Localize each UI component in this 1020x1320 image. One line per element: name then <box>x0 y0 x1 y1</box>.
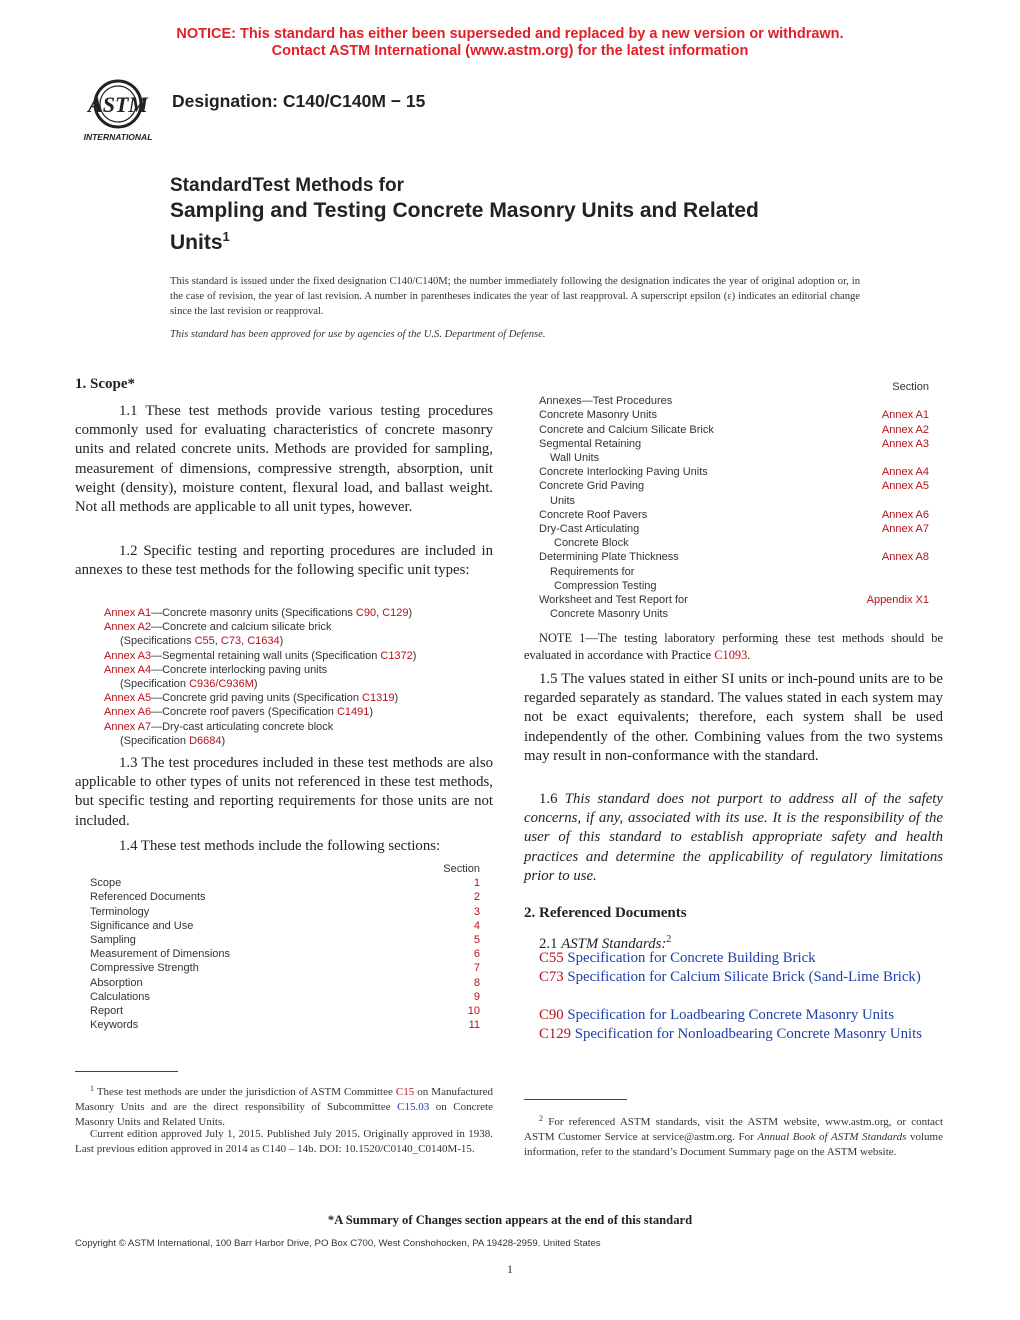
annex-table-label: Wall Units <box>550 452 600 465</box>
sections-table-row <box>90 933 480 947</box>
note-1-end: . <box>747 648 751 662</box>
annex-table-label: Concrete Block <box>554 537 629 550</box>
specification-link[interactable]: C1319 <box>362 692 395 705</box>
logo-letters: ASTM <box>88 92 148 117</box>
annex-table-row <box>539 408 929 422</box>
title-line-3 <box>170 224 870 256</box>
specification-link[interactable]: C55 <box>194 635 215 648</box>
paragraph-1-3: 1.3 The test procedures included in these test methods are also applicable to other types of units not referenced in these test methods, but specific testing and reporting requirements for those units are not included. <box>75 755 493 829</box>
section-number-link[interactable]: 2 <box>473 891 480 904</box>
paragraph-1-4: 1.4 These test methods include the following sections: <box>119 838 441 854</box>
sections-table-row <box>90 1018 480 1032</box>
section-label: Absorption <box>90 976 143 989</box>
annex-description: —Segmental retaining wall units (Specification <box>151 649 381 662</box>
annex-description: —Concrete interlocking paving units <box>151 663 328 676</box>
section-number-link[interactable]: 1 <box>473 877 480 890</box>
annex-list-item <box>104 606 504 620</box>
separator: , <box>376 607 383 619</box>
section-label: Significance and Use <box>90 919 194 932</box>
footnote-1-continued: Current edition approved July 1, 2015. Published July 2015. Originally approved in 1938. Last previous edition approved in 2014 as C140 – 14b. DOI: 10.1520/C0140_C0140M-15. <box>75 1128 493 1155</box>
annex-table-row <box>539 508 929 522</box>
paragraph-2-1-text: ASTM Standards: <box>561 936 667 952</box>
reference-item <box>539 1006 959 1025</box>
reference-title-link[interactable]: Specification for Loadbearing Concrete Masonry Units <box>563 1007 895 1023</box>
section-number-link[interactable]: 3 <box>473 905 480 918</box>
referenced-documents-heading: 2. Referenced Documents <box>524 905 687 921</box>
annex-list-item <box>104 634 504 648</box>
sections-table-header: Section <box>443 863 480 875</box>
issuance-statement: This standard is issued under the fixed designation C140/C140M; the number immediately following the designation indicates the year of original adoption or, in the case of revision, the year of last revision. A number in parentheses indicates the year of last reapproval. A superscript epsilon (ε) indicates an editorial change since the last revision or reapproval. <box>170 276 860 317</box>
annex-table-label: Concrete Interlocking Paving Units <box>539 466 708 479</box>
annex-link[interactable]: Annex A5 <box>104 692 152 705</box>
annex-table-label: Segmental Retaining <box>539 437 642 450</box>
section-number-link[interactable]: 9 <box>473 990 480 1003</box>
specification-link[interactable]: C73 <box>220 635 242 648</box>
note-1-link-c1093[interactable]: C1093 <box>714 648 748 662</box>
notice-line-1: NOTICE: This standard has either been superseded and replaced by a new version or withdrawn. <box>176 26 844 42</box>
footnote-link-c15[interactable]: C15 <box>395 1086 415 1098</box>
separator: , <box>214 635 221 648</box>
specification-link[interactable]: D6684 <box>189 734 222 747</box>
annex-table-label: Concrete Grid Paving <box>539 480 645 493</box>
paragraph-2-1-footnote-mark: 2 <box>666 934 672 945</box>
section-label: Report <box>90 1005 124 1018</box>
annex-link[interactable]: Annex A6 <box>104 706 152 719</box>
specification-link[interactable]: C936/C936M <box>189 678 254 691</box>
footnote-2-mark: 2 <box>539 1114 543 1123</box>
annex-link[interactable]: Annex A7 <box>104 720 152 733</box>
annex-list-item <box>104 620 504 634</box>
reference-item <box>539 1025 959 1044</box>
specification-link[interactable]: C1372 <box>380 649 413 662</box>
annex-close: ) <box>369 706 374 719</box>
annex-table-ref-link[interactable]: Annex A5 <box>881 480 929 493</box>
annex-description: —Concrete and calcium silicate brick <box>151 621 332 634</box>
annex-list-item <box>104 691 504 705</box>
reference-code-link[interactable]: C90 <box>539 1007 564 1023</box>
sections-table <box>90 862 480 1032</box>
annex-table-ref-link[interactable]: Annex A3 <box>881 437 929 450</box>
annex-list-item <box>104 734 504 748</box>
annex-table-ref-link[interactable]: Annex A7 <box>881 523 929 536</box>
annex-table-row <box>539 550 929 564</box>
annex-table-label: Worksheet and Test Report for <box>539 594 688 607</box>
annex-table-row <box>539 465 929 479</box>
summary-of-changes-note: *A Summary of Changes section appears at the end of this standard <box>327 1213 693 1227</box>
annex-sections-table <box>539 380 929 621</box>
reference-item <box>539 968 959 987</box>
annex-list <box>104 606 504 748</box>
reference-code-link[interactable]: C73 <box>539 969 564 985</box>
notice-line-2: Contact ASTM International (www.astm.org) for the latest information <box>271 43 749 59</box>
annex-close: ) <box>394 692 399 705</box>
annex-link[interactable]: Annex A2 <box>104 621 152 634</box>
annex-table-label: Concrete and Calcium Silicate Brick <box>539 423 714 436</box>
annex-table-label: Concrete Masonry Units <box>550 608 668 621</box>
annex-table-header: Section <box>892 381 929 393</box>
section-label: Keywords <box>90 1019 139 1032</box>
footnote-1-mark: 1 <box>90 1084 94 1093</box>
reference-title-link[interactable]: Specification for Calcium Silicate Brick (Sand-Lime Brick) <box>563 969 921 985</box>
reference-code-link[interactable]: C129 <box>539 1026 572 1042</box>
dod-approval-note: This standard has been approved for use by agencies of the U.S. Department of Defense. <box>170 329 546 340</box>
annex-description: (Specifications <box>120 635 195 648</box>
footnote-2-text-a: For referenced ASTM standards, visit the ASTM website, www.astm.org, or contact ASTM Customer Service at service@astm.org. For <box>524 1116 943 1143</box>
annex-table-label: Compression Testing <box>554 579 657 592</box>
annex-link[interactable]: Annex A1 <box>104 607 152 619</box>
section-label: Measurement of Dimensions <box>90 948 231 961</box>
annex-close: ) <box>408 607 413 619</box>
reference-code-link[interactable]: C55 <box>539 950 564 966</box>
annex-link[interactable]: Annex A3 <box>104 649 152 662</box>
paragraph-1-2: 1.2 Specific testing and reporting procedures are included in annexes to these test methods for the following specific unit types: <box>75 543 493 579</box>
annex-table-ref-link[interactable]: Annex A6 <box>881 508 929 521</box>
annex-table-row <box>539 579 929 593</box>
specification-link[interactable]: C1634 <box>247 635 280 648</box>
annex-table-ref-link[interactable]: Annex A8 <box>881 551 929 564</box>
note-1 <box>524 630 943 664</box>
annex-table-row <box>539 565 929 579</box>
title-line-3-text: Units <box>170 231 223 254</box>
annex-table-label: Requirements for <box>550 565 635 578</box>
paragraph-1-6 <box>524 790 943 886</box>
annex-close: ) <box>279 635 284 648</box>
paragraph-2-1-number: 2.1 <box>539 936 562 952</box>
title-footnote-mark: 1 <box>222 229 230 244</box>
annex-table-row <box>539 479 929 493</box>
annex-table-title: Annexes—Test Procedures <box>539 395 673 408</box>
footnote-2-italic: Annual Book of ASTM Standards <box>757 1131 907 1143</box>
section-label: Compressive Strength <box>90 962 199 975</box>
annex-table-label: Concrete Roof Pavers <box>539 508 648 521</box>
page-number: 1 <box>507 1262 513 1276</box>
sections-table-row <box>90 890 480 904</box>
reference-title-link[interactable]: Specification for Concrete Building Brick <box>563 950 816 966</box>
sections-table-row <box>90 905 480 919</box>
section-label: Referenced Documents <box>90 891 206 904</box>
annex-close: ) <box>221 734 226 747</box>
specification-link[interactable]: C1491 <box>336 706 370 719</box>
annex-list-item <box>104 705 504 719</box>
paragraph-1-5: 1.5 The values stated in either SI units or inch-pound units are to be regarded separately as standard. The values stated in each system may not be exact equivalents; therefore, each system shall be used independently of the other. Combining values from the two systems may result in non-conformance with the standard. <box>524 671 943 764</box>
specification-link[interactable]: C90 <box>355 607 377 619</box>
paragraph-1-6-number: 1.6 <box>539 791 565 807</box>
section-number-link[interactable]: 11 <box>468 1019 480 1032</box>
section-label: Scope <box>90 877 122 890</box>
section-number-link[interactable]: 8 <box>473 976 480 989</box>
annex-description: (Specification <box>120 734 190 747</box>
annex-link[interactable]: Annex A4 <box>104 663 152 676</box>
logo-caption: INTERNATIONAL <box>83 132 153 142</box>
annex-table-ref-link[interactable]: Annex A2 <box>881 423 929 436</box>
section-number-link[interactable]: 6 <box>473 948 480 961</box>
separator: , <box>241 635 248 648</box>
document-title <box>170 174 870 256</box>
sections-table-rows <box>90 876 480 1032</box>
reference-title-link[interactable]: Specification for Nonloadbearing Concrete Masonry Units <box>571 1026 922 1042</box>
footnote-1-text-b: on Manufactured Masonry Units and are the direct responsibility of Subcommittee <box>75 1086 493 1113</box>
annex-list-item <box>104 677 504 691</box>
section-number-link[interactable]: 4 <box>473 919 480 932</box>
section-label: Sampling <box>90 934 136 947</box>
sections-table-row <box>90 1004 480 1018</box>
annex-table-label: Concrete Masonry Units <box>539 409 657 422</box>
sections-table-row <box>90 876 480 890</box>
note-1-text: NOTE 1—The testing laboratory performing these test methods should be evaluated in accordance with Practice <box>524 631 943 662</box>
annex-list-item <box>104 720 504 734</box>
annex-table-rows <box>539 408 929 621</box>
annex-table-row <box>539 607 929 621</box>
footnote-1-text-c: on Concrete Masonry Units and Related Units. <box>75 1101 493 1128</box>
section-label: Terminology <box>90 905 150 918</box>
section-number-link[interactable]: 10 <box>467 1005 480 1018</box>
annex-table-label: Units <box>550 494 576 507</box>
footnote-2-text-b: volume information, refer to the standard’s Document Summary page on the ASTM website. <box>524 1131 943 1158</box>
footnote-1-text-a: These test methods are under the jurisdiction of ASTM Committee <box>94 1086 396 1098</box>
annex-close: ) <box>253 678 258 691</box>
sections-table-row <box>90 990 480 1004</box>
footnote-divider-left <box>75 1071 178 1072</box>
annex-description: —Concrete masonry units (Specifications <box>151 607 356 619</box>
sections-table-row <box>90 947 480 961</box>
reference-item <box>539 949 959 968</box>
annex-list-item <box>104 649 504 663</box>
supersession-notice <box>0 26 1020 60</box>
copyright-line: Copyright © ASTM International, 100 Barr Harbor Drive, PO Box C700, West Conshohocken, PA 19428-2959. United States <box>75 1238 601 1249</box>
annex-table-ref-link[interactable]: Appendix X1 <box>866 594 929 607</box>
scope-heading: 1. Scope* <box>75 376 135 392</box>
footnote-2 <box>524 1111 943 1160</box>
paragraph-1-6-text: This standard does not purport to address all of the safety concerns, if any, associated with its use. It is the responsibility of the user of this standard to establish appropriate safety and health practices and determine the applicability of regulatory limitations prior to use. <box>524 791 943 884</box>
section-number-link[interactable]: 5 <box>473 934 480 947</box>
annex-table-row <box>539 536 929 550</box>
footnote-link-c15-03[interactable]: C15.03 <box>397 1101 430 1113</box>
annex-description: —Concrete grid paving units (Specification <box>151 692 363 705</box>
annex-table-row <box>539 437 929 451</box>
annex-description: (Specification <box>120 678 190 691</box>
annex-table-row <box>539 522 929 536</box>
astm-logo <box>75 75 161 145</box>
section-number-link[interactable]: 7 <box>473 962 480 975</box>
sections-table-row <box>90 961 480 975</box>
annex-table-row <box>539 451 929 465</box>
paragraph-1-1: 1.1 These test methods provide various testing procedures commonly used for evaluating characteristics of concrete masonry units and related concrete units. Methods are provided for sampling, measurement of dimensions, compressive strength, absorption, unit weight (density), moisture content, flexural load, and ballast weight. Not all methods are applicable to all unit types, however. <box>75 403 493 516</box>
annex-table-ref-link[interactable]: Annex A4 <box>881 466 929 479</box>
title-line-1: StandardTest Methods for <box>170 175 404 196</box>
annex-close: ) <box>412 649 417 662</box>
annex-table-label: Dry-Cast Articulating <box>539 523 640 536</box>
annex-description: —Concrete roof pavers (Specification <box>151 706 337 719</box>
annex-list-item <box>104 663 504 677</box>
designation: Designation: C140/C140M − 15 <box>172 91 426 111</box>
annex-table-row <box>539 423 929 437</box>
sections-table-row <box>90 919 480 933</box>
annex-description: —Dry-cast articulating concrete block <box>151 720 334 733</box>
section-label: Calculations <box>90 990 150 1003</box>
annex-table-row <box>539 494 929 508</box>
annex-table-label: Determining Plate Thickness <box>539 551 679 564</box>
annex-table-ref-link[interactable]: Annex A1 <box>881 409 929 422</box>
title-line-2: Sampling and Testing Concrete Masonry Units and Related <box>170 199 759 222</box>
sections-table-row <box>90 976 480 990</box>
footnote-divider-right <box>524 1099 627 1100</box>
astm-logo-icon <box>75 75 161 145</box>
specification-link[interactable]: C129 <box>382 607 409 619</box>
footnote-1 <box>75 1081 493 1130</box>
annex-table-row <box>539 593 929 607</box>
